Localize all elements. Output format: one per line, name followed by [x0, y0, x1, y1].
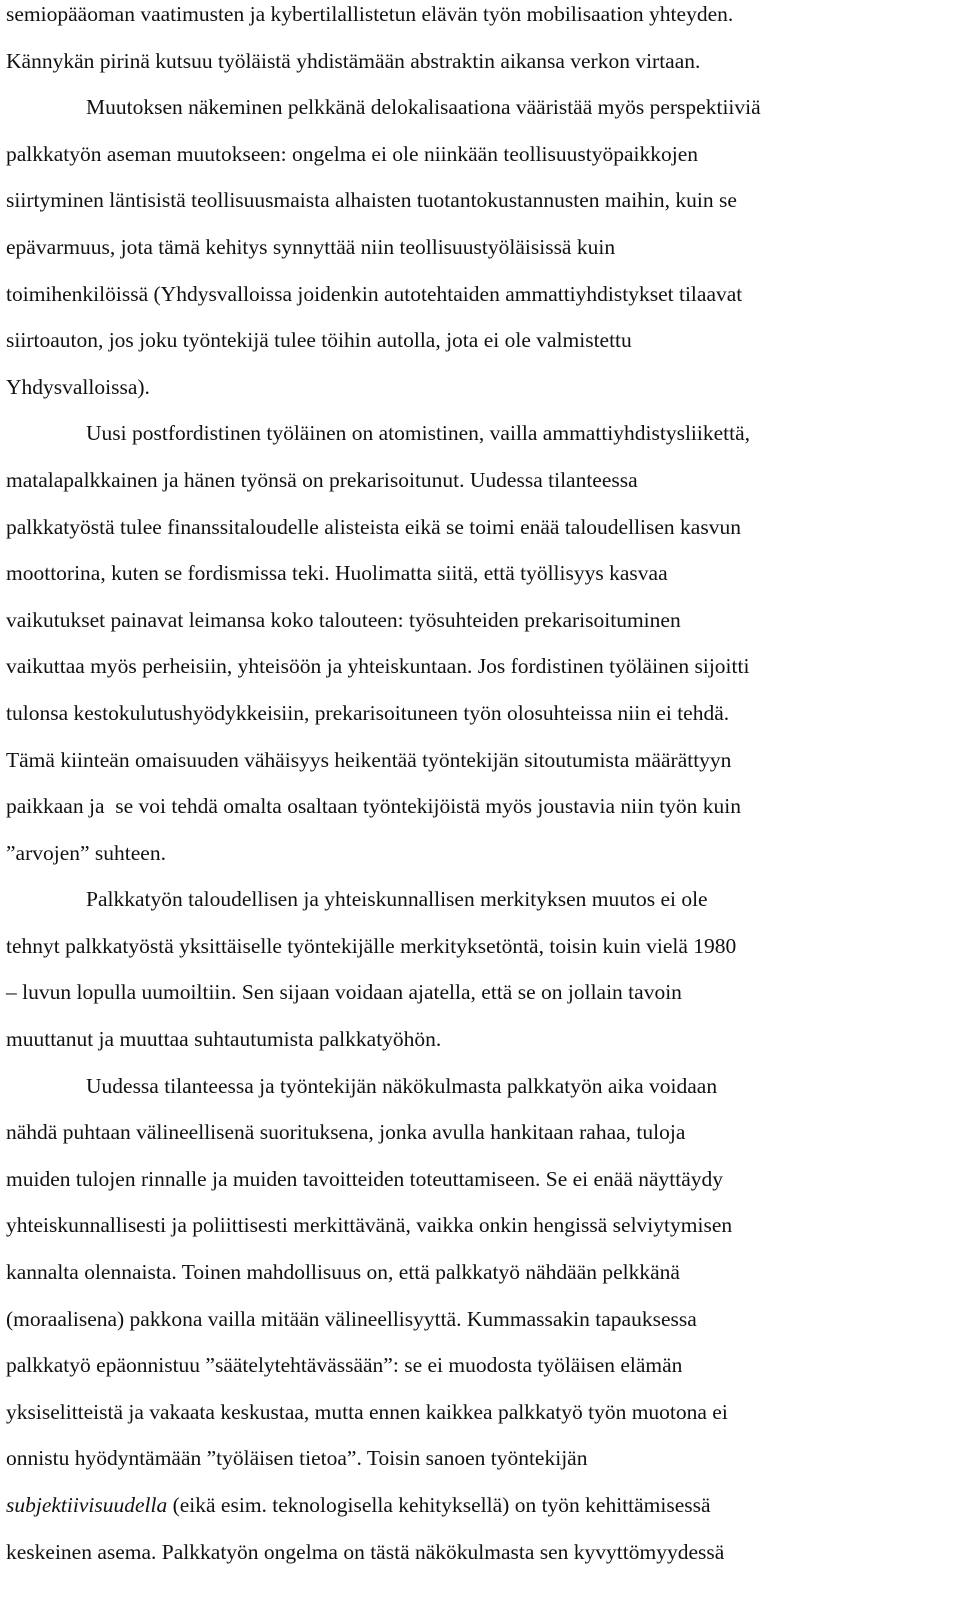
paragraph-first-line: Uusi postfordistinen työläinen on atomistinen, vailla ammattiyhdistysliikettä, — [86, 421, 751, 446]
text-line: moottorina, kuten se fordismissa teki. Huolimatta siitä, että työllisyys kasvaa — [6, 561, 668, 586]
text-line: muiden tulojen rinnalle ja muiden tavoitteiden toteuttamiseen. Se ei enää näyttäydy — [6, 1166, 724, 1191]
text-line: nähdä puhtaan välineellisenä suorituksena, jonka avulla hankitaan rahaa, tuloja — [6, 1120, 686, 1145]
text-line: palkkatyö epäonnistuu ”säätelytehtävässään”: se ei muodosta työläisen elämän — [6, 1353, 683, 1378]
text-line: toimihenkilöissä (Yhdysvalloissa joidenkin autotehtaiden ammattiyhdistykset tilaavat — [6, 281, 743, 306]
text-line: palkkatyöstä tulee finanssitaloudelle alisteista eikä se toimi enää taloudellisen kasvun — [6, 514, 741, 539]
text-line: – luvun lopulla uumoiltiin. Sen sijaan voidaan ajatella, että se on jollain tavoin — [6, 980, 682, 1005]
paragraph-first-line: Muutoksen näkeminen pelkkänä delokalisaationa vääristää myös perspektiiviä — [86, 95, 761, 120]
text-line: vaikuttaa myös perheisiin, yhteisöön ja yhteiskuntaan. Jos fordistinen työläinen sijoitti — [6, 654, 750, 679]
text-line: keskeinen asema. Palkkatyön ongelma on tästä näkökulmasta sen kyvyttömyydessä — [6, 1539, 725, 1564]
italic-term: subjektiivisuudella — [6, 1493, 168, 1517]
text-line: vaikutukset painavat leimansa koko talouteen: työsuhteiden prekarisoituminen — [6, 607, 681, 632]
text-line: epävarmuus, jota tämä kehitys synnyttää niin teollisuustyöläisissä kuin — [6, 234, 616, 259]
text-line: Yhdysvalloissa). — [6, 374, 150, 399]
text-line: (moraalisena) pakkona vailla mitään välineellisyyttä. Kummassakin tapauksessa — [6, 1306, 697, 1331]
text-line: siirtoauton, jos joku työntekijä tulee töihin autolla, jota ei ole valmistettu — [6, 328, 632, 353]
text-line — [6, 1482, 956, 1529]
text-line: onnistu hyödyntämään ”työläisen tietoa”. Toisin sanoen työntekijän — [6, 1446, 588, 1471]
text-line: yksiselitteistä ja vakaata keskustaa, mutta ennen kaikkea palkkatyö työn muotona ei — [6, 1399, 728, 1424]
text-line: tehnyt palkkatyöstä yksittäiselle työntekijälle merkityksetöntä, toisin kuin vielä 1980 — [6, 933, 737, 958]
text-line: ”arvojen” suhteen. — [6, 840, 166, 865]
text-line: kannalta olennaista. Toinen mahdollisuus on, että palkkatyö nähdään pelkkänä — [6, 1260, 680, 1285]
text-line: muuttanut ja muuttaa suhtautumista palkkatyöhön. — [6, 1027, 442, 1052]
text-line: tulonsa kestokulutushyödykkeisiin, prekarisoituneen työn olosuhteissa niin ei tehdä. — [6, 700, 730, 725]
text-line: semiopääoman vaatimusten ja kybertilallistetun elävän työn mobilisaation yhteyden. — [6, 2, 734, 26]
text-line: Tämä kiinteän omaisuuden vähäisyys heikentää työntekijän sitoutumista määrättyyn — [6, 747, 732, 772]
paragraph-first-line: Palkkatyön taloudellisen ja yhteiskunnallisen merkityksen muutos ei ole — [86, 887, 708, 912]
text-line: Kännykän pirinä kutsuu työläistä yhdistämään abstraktin aikansa verkon virtaan. — [6, 48, 701, 73]
text-line: palkkatyön aseman muutokseen: ongelma ei ole niinkään teollisuustyöpaikkojen — [6, 141, 699, 166]
document-page — [6, 0, 956, 1575]
paragraph-first-line: Uudessa tilanteessa ja työntekijän näkökulmasta palkkatyön aika voidaan — [86, 1073, 718, 1098]
text-line: matalapalkkainen ja hänen työnsä on prekarisoitunut. Uudessa tilanteessa — [6, 467, 638, 492]
text-line: siirtyminen läntisistä teollisuusmaista alhaisten tuotantokustannusten maihin, kuin se — [6, 188, 737, 213]
text-line: paikkaan ja se voi tehdä omalta osaltaan työntekijöistä myös joustavia niin työn kuin — [6, 794, 742, 819]
text-line: yhteiskunnallisesti ja poliittisesti merkittävänä, vaikka onkin hengissä selviytymisen — [6, 1213, 733, 1238]
text-line-rest: (eikä esim. teknologisella kehityksellä) on työn kehittämisessä — [167, 1493, 711, 1517]
